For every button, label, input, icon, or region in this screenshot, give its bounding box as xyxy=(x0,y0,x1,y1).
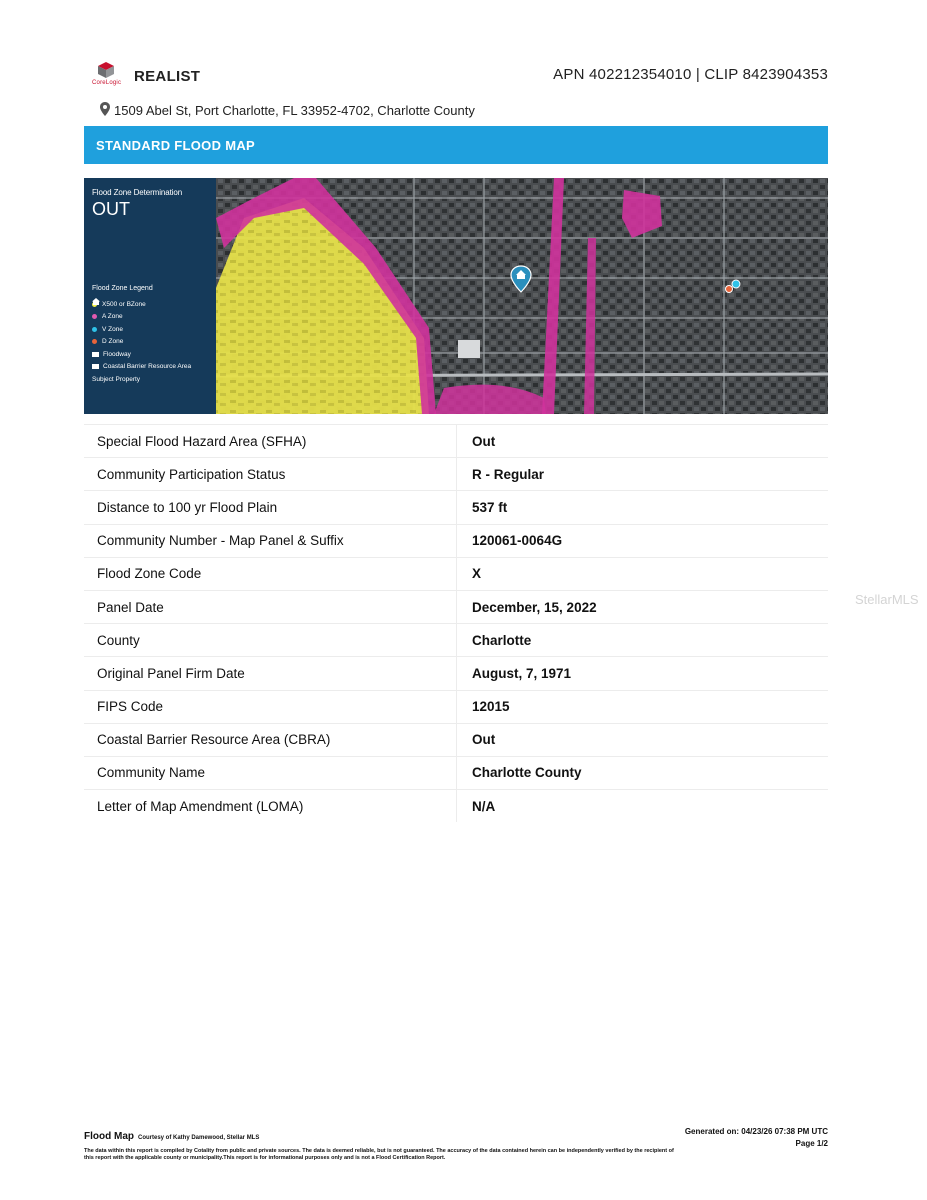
logo-text: CoreLogic xyxy=(92,80,122,86)
row-label: Panel Date xyxy=(84,590,457,623)
row-value: 12015 xyxy=(457,690,829,723)
footer-disclaimer: The data within this report is compiled by Cotality from public and private sources. The data is deemed reliable, but is not guaranteed. The accuracy of the data contained herein can be independently verified by the recipient of this report with the applicable county or municipality.This report is for informational purposes only and is not a Flood Certification Report. xyxy=(84,1148,674,1162)
row-label: Community Number - Map Panel & Suffix xyxy=(84,524,457,557)
table-row xyxy=(84,590,828,623)
legend-label: X500 or BZone xyxy=(102,300,146,308)
cyan-dot-icon xyxy=(92,327,97,332)
legend-label: Floodway xyxy=(103,350,131,358)
stellar-mls-watermark: StellarMLS xyxy=(855,592,919,607)
orange-dot-icon xyxy=(92,339,97,344)
table-row xyxy=(84,624,828,657)
report-footer xyxy=(84,1126,828,1163)
row-value: 537 ft xyxy=(457,491,829,524)
row-label: Community Name xyxy=(84,756,457,789)
logo-cube-icon xyxy=(98,62,114,78)
legend-label: D Zone xyxy=(102,338,124,346)
legend-label: Coastal Barrier Resource Area xyxy=(103,363,192,371)
row-label: Letter of Map Amendment (LOMA) xyxy=(84,790,457,823)
footer-generated-block xyxy=(685,1126,828,1150)
apn-clip: APN 402212354010 | CLIP 8423904353 xyxy=(553,66,828,83)
row-label: Special Flood Hazard Area (SFHA) xyxy=(84,425,457,458)
table-row xyxy=(84,657,828,690)
table-row xyxy=(84,790,828,823)
legend-item xyxy=(92,298,191,311)
corelogic-logo xyxy=(92,60,120,92)
row-label: Coastal Barrier Resource Area (CBRA) xyxy=(84,723,457,756)
row-label: Flood Zone Code xyxy=(84,557,457,590)
cbra-square-icon xyxy=(92,364,99,369)
row-value: December, 15, 2022 xyxy=(457,590,829,623)
banner-title: STANDARD FLOOD MAP xyxy=(96,138,255,153)
footer-title: Flood Map xyxy=(84,1131,134,1142)
row-value: X xyxy=(457,557,829,590)
row-value: R - Regular xyxy=(457,458,829,491)
table-row xyxy=(84,491,828,524)
row-label: FIPS Code xyxy=(84,690,457,723)
legend-list xyxy=(92,298,191,386)
flood-legend-panel xyxy=(84,178,216,414)
row-value: Out xyxy=(457,723,829,756)
magenta-dot-icon xyxy=(92,314,97,319)
legend-item xyxy=(92,336,191,349)
row-label: Distance to 100 yr Flood Plain xyxy=(84,491,457,524)
floodway-square-icon xyxy=(92,352,99,357)
legend-item xyxy=(92,311,191,324)
row-value: 120061-0064G xyxy=(457,524,829,557)
table-row xyxy=(84,756,828,789)
generated-timestamp: Generated on: 04/23/26 07:38 PM UTC xyxy=(684,1127,828,1136)
house-icon xyxy=(92,298,100,305)
legend-item xyxy=(92,361,191,374)
brand-name: REALIST xyxy=(134,68,201,85)
location-pin-icon xyxy=(100,102,110,116)
table-row xyxy=(84,425,828,458)
table-row xyxy=(84,458,828,491)
row-label: Community Participation Status xyxy=(84,458,457,491)
legend-item xyxy=(92,348,191,361)
table-row xyxy=(84,723,828,756)
legend-label: A Zone xyxy=(102,313,123,321)
row-value: Charlotte xyxy=(457,624,829,657)
row-value: N/A xyxy=(457,790,829,823)
report-header xyxy=(84,60,828,96)
legend-item xyxy=(92,323,191,336)
footer-courtesy: Courtesy of Kathy Damewood, Stellar MLS xyxy=(138,1135,260,1141)
table-row xyxy=(84,557,828,590)
legend-item xyxy=(92,373,191,386)
table-row xyxy=(84,690,828,723)
legend-title: Flood Zone Legend xyxy=(92,285,153,292)
section-banner xyxy=(84,126,828,164)
table-row xyxy=(84,524,828,557)
legend-label: V Zone xyxy=(102,325,123,333)
row-value: August, 7, 1971 xyxy=(457,657,829,690)
determination-label: Flood Zone Determination xyxy=(92,188,183,197)
row-value: Out xyxy=(457,425,829,458)
address-text: 1509 Abel St, Port Charlotte, FL 33952-4702, Charlotte County xyxy=(114,103,475,118)
row-value: Charlotte County xyxy=(457,756,829,789)
row-label: Original Panel Firm Date xyxy=(84,657,457,690)
page-number: Page 1/2 xyxy=(795,1139,828,1148)
determination-value: OUT xyxy=(92,199,130,219)
row-label: County xyxy=(84,624,457,657)
flood-details-table xyxy=(84,424,828,822)
legend-label: Subject Property xyxy=(92,375,141,383)
property-address xyxy=(100,102,475,118)
flood-map[interactable] xyxy=(84,178,828,414)
